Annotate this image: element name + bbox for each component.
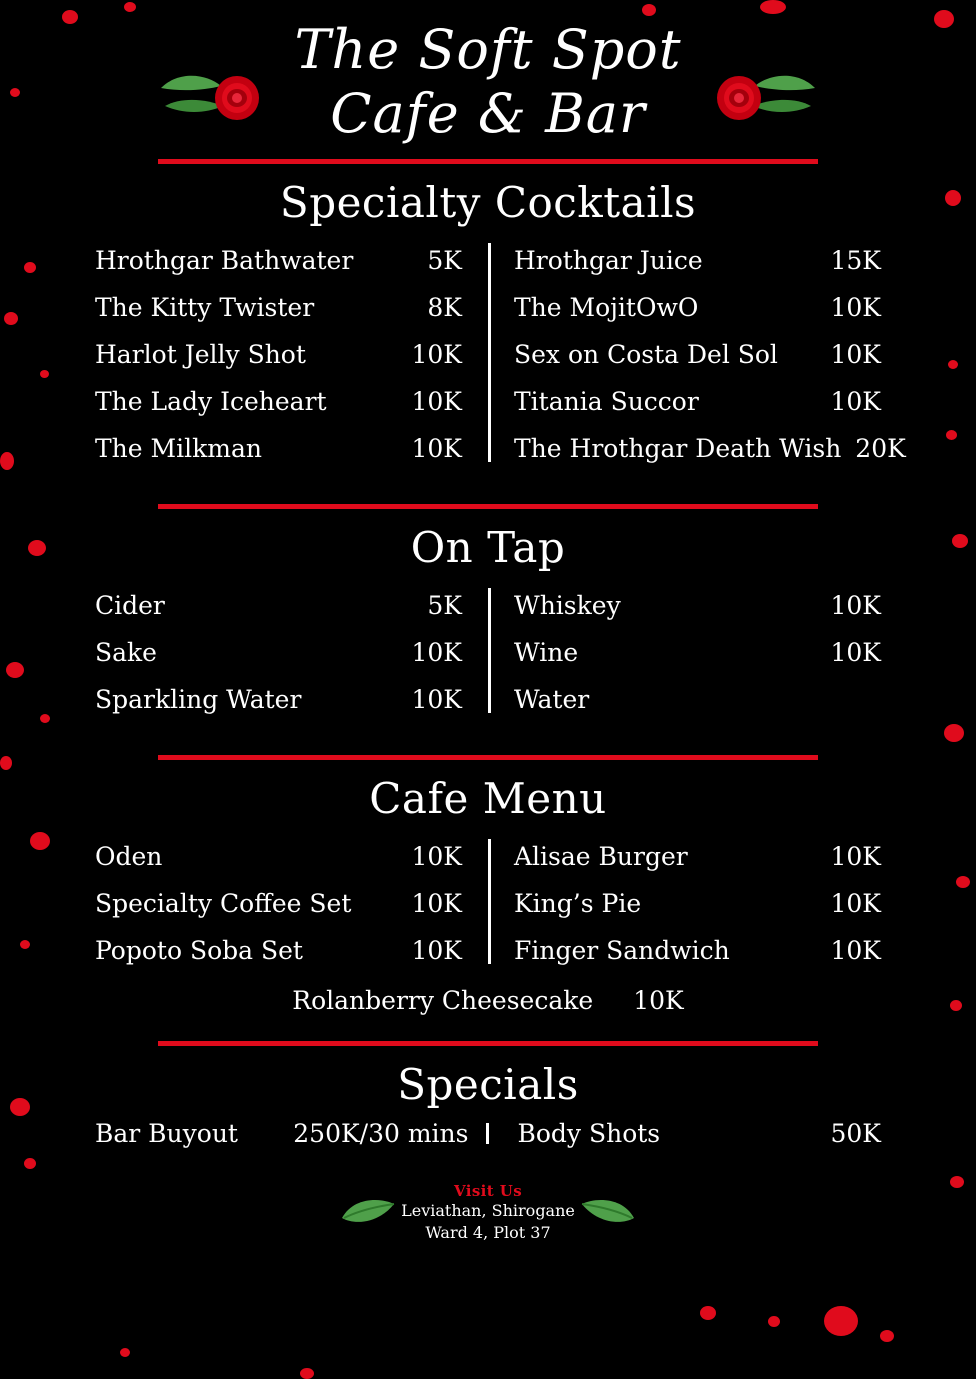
- item-price: 20K: [855, 434, 906, 464]
- item-price: 10K: [411, 842, 462, 872]
- section-title: Specials: [397, 1060, 579, 1110]
- item-name: Sparkling Water: [95, 685, 302, 715]
- item-name: The Kitty Twister: [95, 293, 315, 323]
- menu-item: [514, 833, 881, 880]
- item-price: 250K/30 mins: [293, 1119, 469, 1149]
- splatter-dot: [944, 724, 964, 742]
- splatter-dot: [120, 1348, 130, 1357]
- menu-item: [95, 927, 462, 974]
- menu-item: [95, 237, 462, 284]
- item-name: Rolanberry Cheesecake: [292, 986, 594, 1016]
- item-name: Titania Succor: [514, 387, 699, 417]
- splatter-dot: [300, 1368, 314, 1379]
- menu-item: [514, 425, 906, 472]
- item-name: Finger Sandwich: [514, 936, 730, 966]
- splatter-dot: [824, 1306, 858, 1336]
- menu-item: [514, 378, 881, 425]
- menu-footer: [0, 1182, 976, 1243]
- item-price: 10K: [633, 986, 684, 1016]
- title-block: [294, 18, 681, 145]
- item-name: Oden: [95, 842, 163, 872]
- item-price: 10K: [411, 936, 462, 966]
- section-columns: [0, 833, 976, 974]
- section-on-tap: [0, 523, 976, 723]
- menu-item: [514, 880, 881, 927]
- footer-address-line-2: Ward 4, Plot 37: [425, 1223, 551, 1243]
- leaf-icon: [580, 1188, 636, 1230]
- item-price: 5K: [427, 246, 462, 276]
- menu-item-centered: [0, 986, 976, 1015]
- column-divider: [488, 839, 491, 964]
- item-price: 10K: [830, 387, 881, 417]
- footer-visit-label: Visit Us: [453, 1182, 523, 1201]
- column-right: [488, 237, 906, 472]
- menu-header: [0, 0, 976, 145]
- column-left: [95, 833, 488, 974]
- menu-item: [514, 331, 881, 378]
- menu-item: [95, 833, 462, 880]
- divider: [158, 755, 818, 760]
- title-line-1: The Soft Spot: [294, 18, 682, 81]
- menu-item: [95, 284, 462, 331]
- menu-item: [95, 425, 462, 472]
- column-left: [95, 582, 488, 723]
- menu-item: [95, 629, 462, 676]
- item-name: Hrothgar Juice: [514, 246, 703, 276]
- menu-item: [514, 582, 881, 629]
- splatter-dot: [880, 1330, 894, 1342]
- menu-item: [489, 1119, 881, 1148]
- menu-item: [514, 629, 881, 676]
- splatter-dot: [0, 756, 12, 770]
- section-specials: [0, 1060, 976, 1148]
- menu-item: [514, 237, 881, 284]
- item-price: 10K: [830, 340, 881, 370]
- menu-item: [514, 284, 881, 331]
- splatter-dot: [700, 1306, 716, 1320]
- item-name: Water: [514, 685, 590, 715]
- item-name: The Milkman: [95, 434, 262, 464]
- section-title: On Tap: [410, 523, 566, 573]
- item-name: Hrothgar Bathwater: [95, 246, 354, 276]
- section-cafe-menu: [0, 774, 976, 1015]
- item-name: Alisae Burger: [514, 842, 688, 872]
- column-divider: [488, 588, 491, 713]
- rose-icon: [159, 60, 269, 140]
- item-name: The MojitOwO: [514, 293, 699, 323]
- item-price: 10K: [830, 591, 881, 621]
- item-name: Whiskey: [514, 591, 621, 621]
- item-price: 10K: [411, 638, 462, 668]
- item-name: Sake: [95, 638, 157, 668]
- item-price: 10K: [411, 434, 462, 464]
- item-name: Popoto Soba Set: [95, 936, 303, 966]
- section-title: Specialty Cocktails: [279, 178, 697, 228]
- column-right: [488, 833, 881, 974]
- section-title: Cafe Menu: [369, 774, 607, 824]
- item-name: Harlot Jelly Shot: [95, 340, 306, 370]
- item-name: Sex on Costa Del Sol: [514, 340, 778, 370]
- item-name: The Lady Iceheart: [95, 387, 327, 417]
- specials-row: [0, 1119, 976, 1148]
- item-name: Specialty Coffee Set: [95, 889, 352, 919]
- menu-item: [95, 676, 462, 723]
- divider: [158, 1041, 818, 1046]
- menu-item: [95, 1119, 486, 1148]
- item-price: 10K: [830, 638, 881, 668]
- section-columns: [0, 237, 976, 472]
- item-price: 10K: [411, 889, 462, 919]
- divider: [158, 159, 818, 164]
- rose-icon: [707, 60, 817, 140]
- item-name: Wine: [514, 638, 579, 668]
- item-name: Bar Buyout: [95, 1119, 238, 1149]
- item-price: 10K: [830, 889, 881, 919]
- item-price: 10K: [830, 842, 881, 872]
- item-name: The Hrothgar Death Wish: [514, 434, 842, 464]
- column-left: [95, 237, 488, 472]
- menu-item: [95, 582, 462, 629]
- menu-item: [95, 331, 462, 378]
- divider: [158, 504, 818, 509]
- item-price: 10K: [830, 293, 881, 323]
- item-name: Body Shots: [517, 1119, 661, 1149]
- splatter-dot: [768, 1316, 780, 1327]
- column-right: [488, 582, 881, 723]
- menu-item: [514, 676, 881, 723]
- item-price: 8K: [427, 293, 462, 323]
- item-price: 10K: [411, 340, 462, 370]
- section-specialty-cocktails: [0, 178, 976, 472]
- footer-address-line-1: Leviathan, Shirogane: [401, 1201, 575, 1221]
- splatter-dot: [24, 1158, 36, 1169]
- section-columns: [0, 582, 976, 723]
- title-line-2: Cafe & Bar: [330, 81, 646, 145]
- item-price: 10K: [411, 387, 462, 417]
- item-price: 50K: [830, 1119, 881, 1149]
- column-divider: [488, 243, 491, 462]
- item-name: Cider: [95, 591, 165, 621]
- leaf-icon: [340, 1188, 396, 1230]
- item-price: 5K: [427, 591, 462, 621]
- item-price: 10K: [411, 685, 462, 715]
- item-name: King’s Pie: [514, 889, 642, 919]
- item-price: 10K: [830, 936, 881, 966]
- menu-item: [95, 880, 462, 927]
- item-price: 15K: [830, 246, 881, 276]
- menu-item: [95, 378, 462, 425]
- menu-item: [514, 927, 881, 974]
